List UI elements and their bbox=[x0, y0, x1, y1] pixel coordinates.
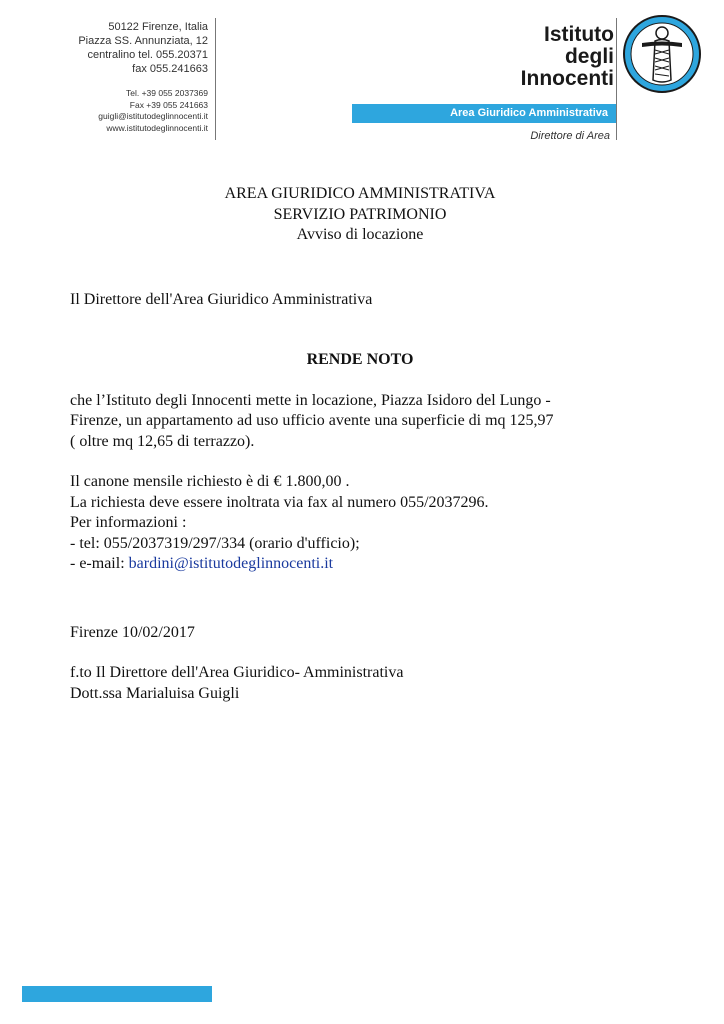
paragraph-line: Firenze, un appartamento ad uso ufficio avente una superficie di mq 125,97 bbox=[70, 412, 554, 429]
email-line bbox=[70, 554, 650, 575]
address-line: 50122 Firenze, Italia bbox=[108, 21, 208, 33]
signature-line: f.to Il Direttore dell'Area Giuridico- Amministrativa bbox=[70, 664, 404, 681]
email-prefix: - e-mail: bbox=[70, 555, 129, 572]
brand-line: degli bbox=[564, 45, 614, 68]
signature-line: Dott.ssa Marialuisa Guigli bbox=[70, 684, 240, 702]
brand-line: Innocenti bbox=[520, 67, 614, 90]
richiesta-line: La richiesta deve essere inoltrata via fax al numero 055/2037296. bbox=[70, 493, 489, 511]
heading-line: AREA GIURIDICO AMMINISTRATIVA bbox=[224, 185, 496, 202]
letterhead-address-block bbox=[60, 20, 208, 134]
contact-line: Fax +39 055 241663 bbox=[129, 99, 208, 110]
brand-line: Istituto bbox=[544, 23, 614, 46]
area-role: Direttore di Area bbox=[530, 130, 610, 142]
contact-line: guigli@istitutodeglinnocenti.it bbox=[98, 111, 208, 121]
address bbox=[60, 20, 208, 76]
info-label: Per informazioni : bbox=[70, 514, 187, 531]
contact-line: www.istitutodeglinnocenti.it bbox=[106, 122, 208, 133]
divider-left bbox=[215, 18, 216, 140]
paragraph-line: che l’Istituto degli Innocenti mette in locazione, Piazza Isidoro del Lungo - bbox=[70, 391, 551, 409]
heading-line: Avviso di locazione bbox=[296, 226, 424, 243]
date-line: Firenze 10/02/2017 bbox=[70, 623, 195, 641]
signature bbox=[70, 663, 650, 704]
email-link[interactable]: bardini@istitutodeglinnocenti.it bbox=[128, 555, 334, 572]
contacts bbox=[60, 88, 208, 134]
address-line: centralino tel. 055.20371 bbox=[87, 49, 208, 61]
contact-line: Tel. +39 055 2037369 bbox=[125, 88, 208, 98]
tel-line: - tel: 055/2037319/297/334 (orario d'ufficio); bbox=[70, 534, 360, 552]
intro: Il Direttore dell'Area Giuridico Amministrativa bbox=[70, 290, 373, 308]
address-line: Piazza SS. Annunziata, 12 bbox=[78, 35, 208, 47]
heading-line: SERVIZIO PATRIMONIO bbox=[273, 205, 447, 223]
brand-name bbox=[520, 24, 614, 90]
heading bbox=[70, 184, 650, 246]
announcement-paragraph bbox=[70, 391, 650, 453]
document-body bbox=[70, 184, 650, 704]
address-line: fax 055.241663 bbox=[132, 63, 208, 75]
innocenti-child-medallion-icon bbox=[622, 14, 702, 94]
divider-right bbox=[616, 18, 617, 140]
paragraph-line: ( oltre mq 12,65 di terrazzo). bbox=[70, 432, 255, 450]
footer-accent-bar bbox=[22, 986, 212, 1002]
area-banner: Area Giuridico Amministrativa bbox=[352, 104, 616, 123]
details bbox=[70, 472, 650, 575]
canone-line: Il canone mensile richiesto è di € 1.800,00 . bbox=[70, 473, 350, 490]
rende-noto-title: RENDE NOTO bbox=[306, 351, 414, 368]
